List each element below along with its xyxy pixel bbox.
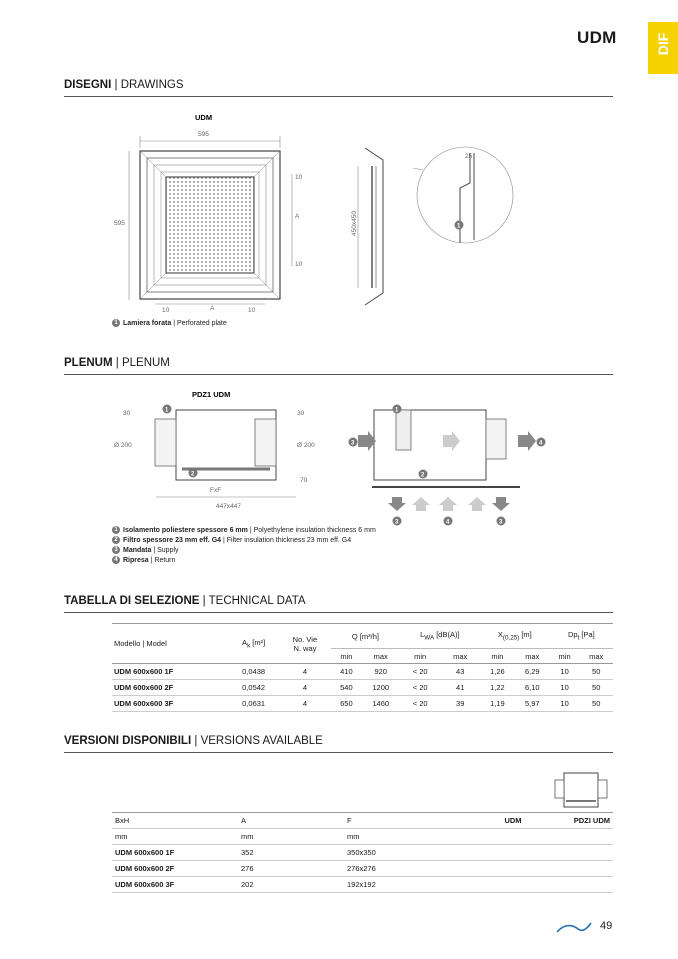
table-row: UDM 600x600 2F 276 276x276 [112,861,613,877]
marker-2b: 2 [421,472,425,479]
divider [64,612,613,613]
page-title: UDM [577,28,617,47]
callout-marker: 1 [457,223,461,230]
page-number: 49 [600,920,613,932]
marker-3b: 3 [395,519,399,526]
dim-bottom-10b: 10 [248,307,256,314]
dim-l200: Ø 200 [114,442,132,449]
drawing-udm [100,108,540,323]
table-row: UDM 600x600 3F 0,0631 4 650 1460 < 20 39 1,19 5,97 10 50 [112,696,613,712]
col-lwa: $L_{WA}$ [dB(A)] [400,624,480,649]
marker-3: 3 [351,440,355,447]
plenum-legend-item: 4 Ripresa | Return [112,556,175,564]
section-plenum-heading: PLENUM | PLENUM [64,357,170,369]
dim-fxf: FxF [210,487,222,494]
dim-right-10b: 10 [295,261,303,268]
col-q: Q [m³/h] [331,624,400,649]
col-x: $X_{(0,25)}$ [m] [480,624,550,649]
marker-4b: 4 [446,519,450,526]
brand-wave-icon [556,920,592,934]
dim-r70: 70 [300,477,308,484]
dim-r200: Ø 200 [297,442,315,449]
table-row: UDM 600x600 1F 0,0438 4 410 920 < 20 43 1,26 6,29 10 50 [112,664,613,680]
category-tab-label: DIF [655,32,671,56]
plenum-legend-item: 1 Isolamento poliestere spessore 6 mm | Polyethylene insulation thickness 6 mm [112,526,376,534]
section-drawings-heading: DISEGNI | DRAWINGS [64,79,184,91]
dim-left: 595 [114,220,125,227]
table-row: UDM 600x600 2F 0,0542 4 540 1200 < 20 41 1,22 6,10 10 50 [112,680,613,696]
plenum-legend-item: 2 Filtro spessore 23 mm eff. G4 | Filter insulation thickness 23 mm eff. G4 [112,536,351,544]
drawing-label: UDM [195,113,213,122]
technical-data-table [112,623,613,712]
table-units-row: mm mm mm [112,829,613,845]
divider [64,96,613,97]
drawing-caption: 1 Lamiera forata | Perforated plate [112,319,227,327]
dim-side: 450x450 [351,211,358,236]
col-vie: No. Vie N. way [279,624,332,664]
marker-1: 1 [165,407,169,414]
table-header-row [112,624,613,649]
col-dp: $Dp_t$ [Pa] [550,624,613,649]
marker-1b: 1 [395,407,399,414]
divider [64,374,613,375]
dim-detail: 25 [465,153,473,160]
section-versions-heading: VERSIONI DISPONIBILI | VERSIONS AVAILABLE [64,735,323,747]
table-header-row: BxH A F UDM PDZI UDM [112,813,613,829]
pdzi-plenum-icon [550,770,612,810]
dim-size: 447x447 [216,503,241,510]
plenum-legend-item: 3 Mandata | Supply [112,546,179,554]
divider [64,752,613,753]
marker-4: 4 [539,440,543,447]
dim-bottom-10a: 10 [162,307,170,314]
section-technical-heading: TABELLA DI SELEZIONE | TECHNICAL DATA [64,595,306,607]
drawing-plenum [100,385,560,530]
marker-2: 2 [191,471,195,478]
col-model: Modello | Model [112,624,229,664]
dim-top: 595 [198,131,209,138]
category-tab [648,22,678,74]
table-row: UDM 600x600 1F 352 350x350 [112,845,613,861]
dim-l30: 30 [123,410,131,417]
plenum-label: PDZ1 UDM [192,390,231,399]
dim-right-a: A [295,213,300,220]
dim-right-10a: 10 [295,174,303,181]
marker-3c: 3 [499,519,503,526]
col-ak: $A_k$ [m²] [229,624,279,664]
table-row: UDM 600x600 3F 202 192x192 [112,877,613,893]
dim-bottom-a: A [210,305,215,312]
table-subheader-row: min max min max min max min max [112,649,613,664]
dim-r30: 30 [297,410,305,417]
versions-table [112,812,613,893]
